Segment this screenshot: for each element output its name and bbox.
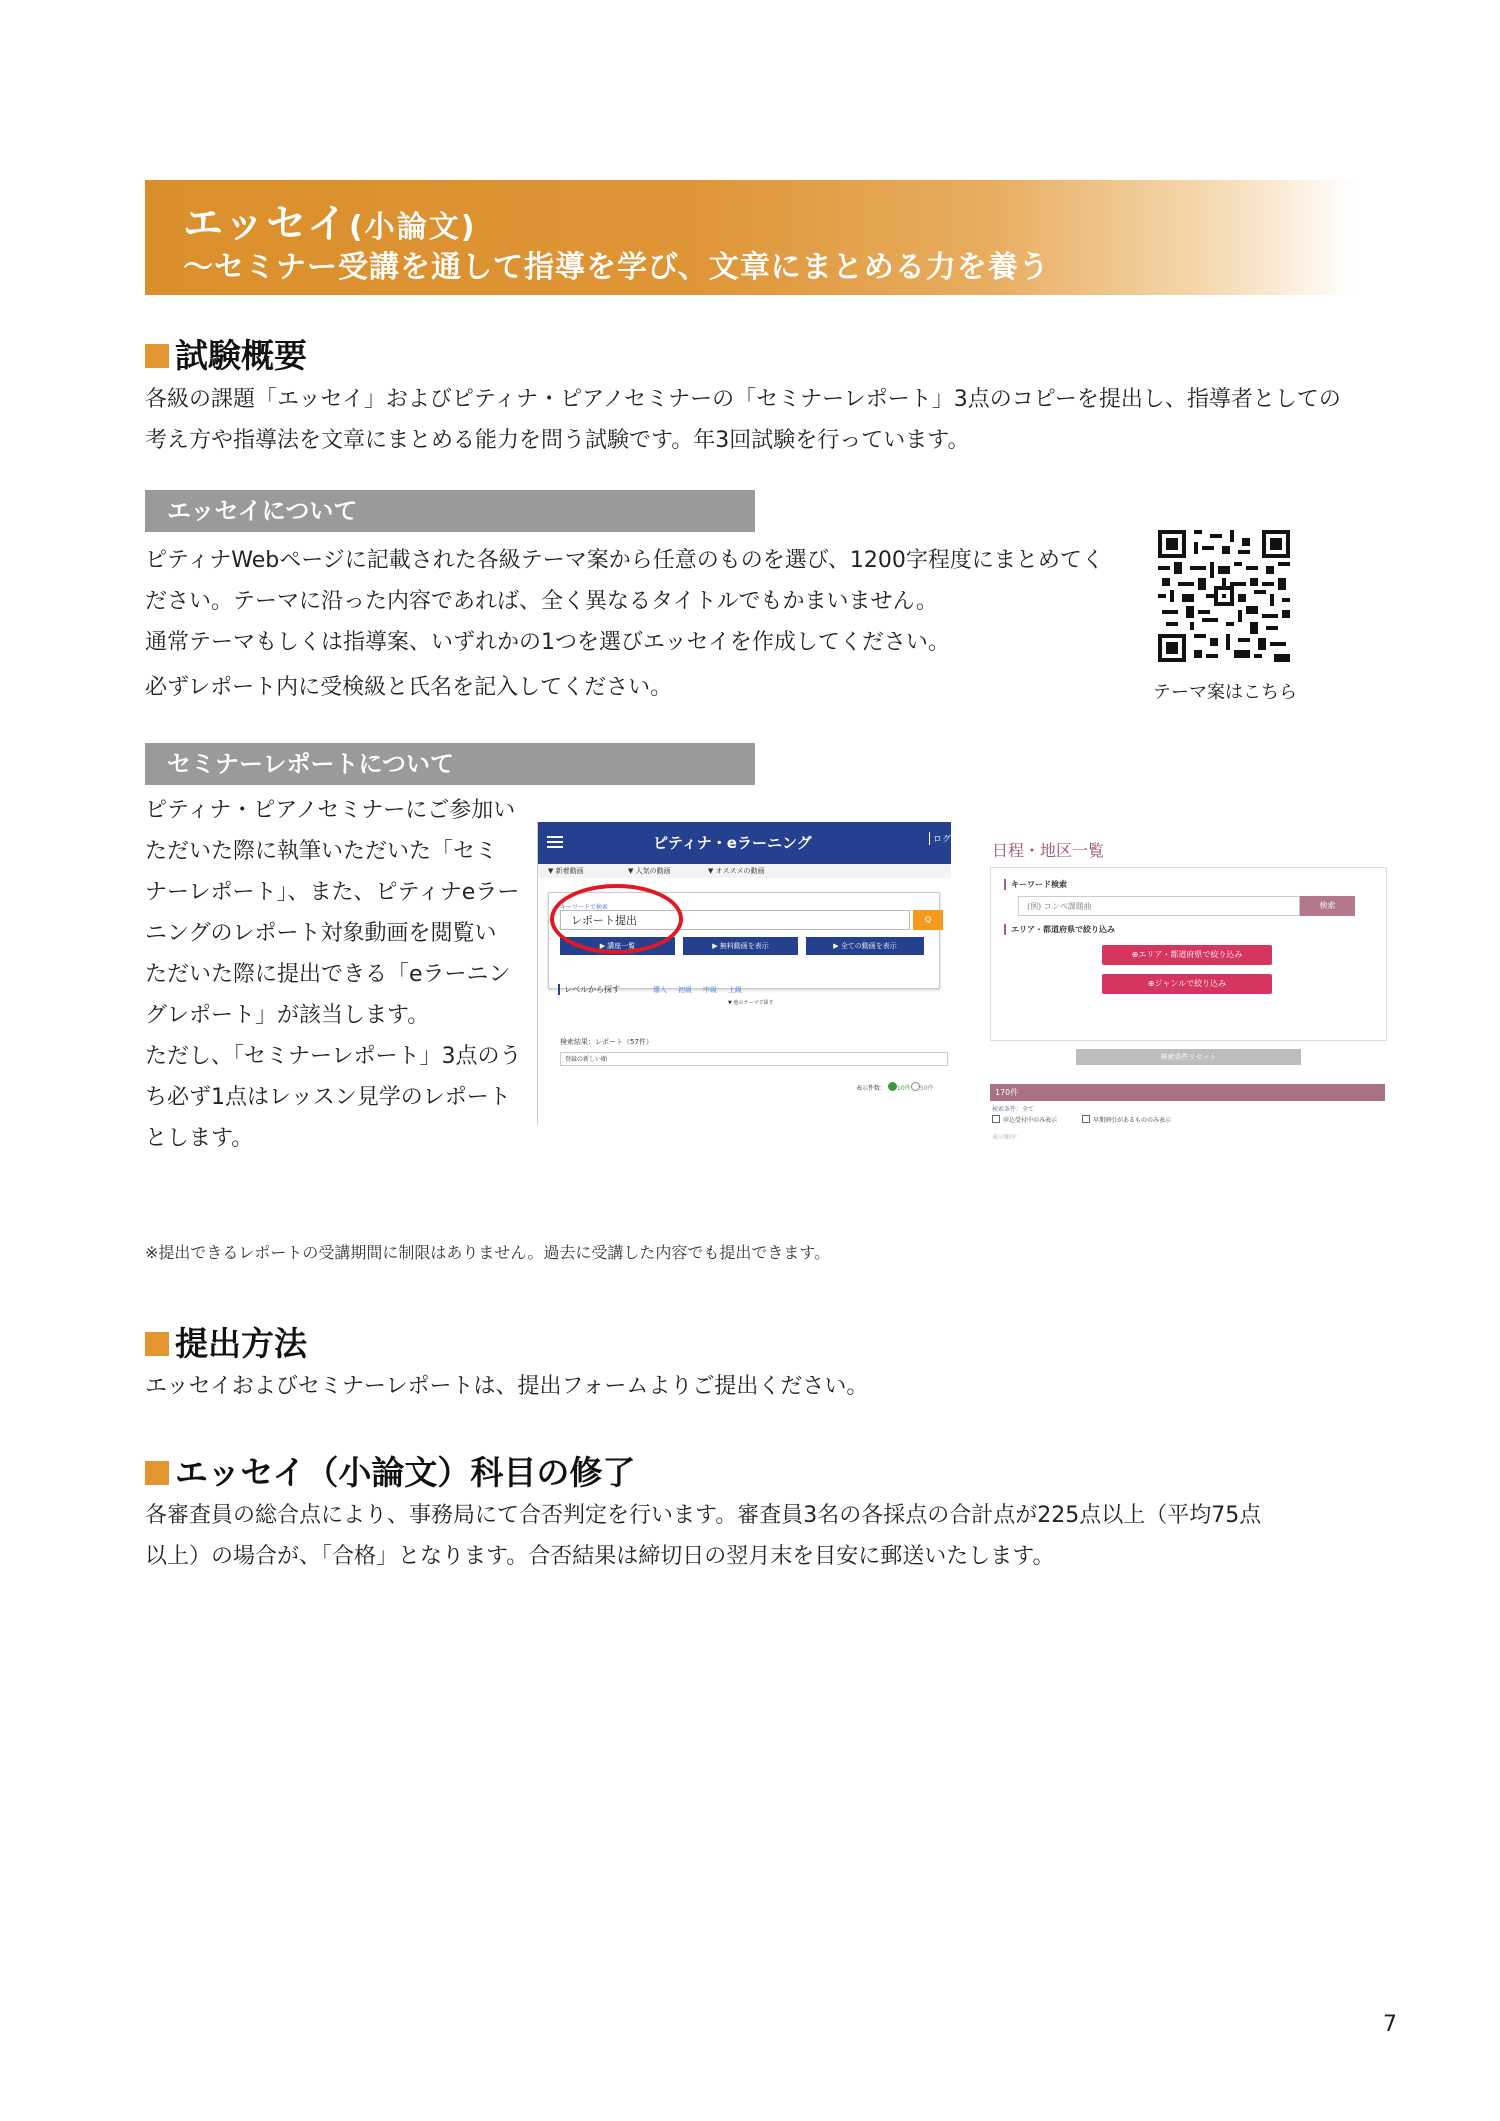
header-banner <box>145 180 1355 295</box>
nav-popular-videos[interactable]: ▼ 人気の動画 <box>628 867 671 875</box>
banner-title-paren: (小論文) <box>349 210 477 245</box>
completion-text: 各審査員の総合点により、事務局にて合否判定を行います。審査員3名の各採点の合計点が225点以上（平均75点 以上）の場合が、「合格」となります。合否結果は締切日の翌月末を目安に郵送いたします。 <box>145 1503 1262 1569</box>
essay-section-bar: エッセイについて <box>145 490 755 532</box>
search-input[interactable]: レポート提出 <box>560 910 910 930</box>
keyword-search-label: キーワード検索 <box>1004 879 1067 890</box>
nav-new-videos[interactable]: ▼ 新着動画 <box>548 867 584 875</box>
square-bullet-icon <box>145 344 169 368</box>
level-intro[interactable]: 導入 <box>653 986 667 994</box>
banner-title: エッセイ(小論文) <box>183 201 477 247</box>
schedule-screenshot <box>990 822 1390 1162</box>
early-discount-checkbox[interactable]: 早期割引があるもののみ表示 <box>1082 1115 1171 1124</box>
submit-text: エッセイおよびセミナーレポートは、提出フォームよりご提出ください。 <box>145 1374 869 1399</box>
footnote: ※提出できるレポートの受講期間に制限はありません。過去に受講した内容でも提出できます。 <box>145 1243 831 1262</box>
area-filter-label: エリア・都道府県で絞り込み <box>1004 924 1115 935</box>
submit-heading: 提出方法 <box>145 1318 307 1365</box>
page-number: 7 <box>1383 2012 1397 2037</box>
radio-10[interactable] <box>888 1082 897 1091</box>
course-list-button[interactable]: ▶ 講座一覧 <box>560 937 675 955</box>
result-count-bar: 170件 <box>990 1084 1385 1101</box>
seminar-section-text: ピティナ・ピアノセミナーにご参加い ただいた際に執筆いただいた「セミ ナーレポート」、また、ピティナeラー ニングのレポート対象動画を閲覧い ただいた際に提出できる「eラーニン グレポート」が該当します。 ただし、「セミナーレポート」3点のう ち必ず1点はレッスン見学のレポート とします。 <box>145 798 522 1151</box>
keyword-search-label: キーワードで検索 <box>560 904 609 911</box>
more-themes-link[interactable]: ▼ 他のテーマで探す <box>728 1000 774 1006</box>
checkbox-icon <box>1082 1115 1090 1123</box>
schedule-title: 日程・地区一覧 <box>992 841 1105 860</box>
search-result-count: 検索結果：レポート（57件） <box>560 1038 653 1046</box>
elearning-logo: ピティナ・eラーニング <box>653 834 812 852</box>
seminar-section-bar: セミナーレポートについて <box>145 743 755 785</box>
hamburger-menu-icon[interactable] <box>547 836 563 848</box>
level-advanced[interactable]: 上級 <box>728 986 742 994</box>
keyword-search-button[interactable]: 検索 <box>1300 896 1355 916</box>
highlight-circle <box>550 884 683 954</box>
qr-caption: テーマ案はこちら <box>1153 682 1297 703</box>
login-link[interactable]: ログイン <box>929 832 951 845</box>
nav-recommended-videos[interactable]: ▼ オススメの動画 <box>708 867 765 875</box>
elearning-nav <box>538 864 951 878</box>
level-search-label: レベルから探す <box>558 984 620 995</box>
option-10: 10件 <box>897 1085 911 1092</box>
qr-code[interactable] <box>1158 530 1290 662</box>
radio-50[interactable] <box>911 1082 920 1091</box>
level-intermediate[interactable]: 中級 <box>703 986 717 994</box>
genre-filter-button[interactable]: ⊕ジャンルで絞り込み <box>1102 974 1272 994</box>
square-bullet-icon <box>145 1332 169 1356</box>
display-order-label: 表示順序： <box>992 1134 1023 1141</box>
free-videos-button[interactable]: ▶ 無料動画を表示 <box>683 937 798 955</box>
square-bullet-icon <box>145 1461 169 1485</box>
elearning-screenshot <box>537 822 969 1125</box>
completion-heading: エッセイ（小論文）科目の修了 <box>145 1447 635 1494</box>
banner-subtitle: 〜セミナー受講を通して指導を学び、文章にまとめる力を養う <box>183 250 1050 285</box>
overview-text: 各級の課題「エッセイ」およびピティナ・ピアノセミナーの「セミナーレポート」3点のコピーを提出し、指導者としての 考え方や指導法を文章にまとめる能力を問う試験です。年3回試験を行っています。 <box>145 387 1341 453</box>
checkbox-icon <box>992 1115 1000 1123</box>
all-videos-button[interactable]: ▶ 全ての動画を表示 <box>806 937 924 955</box>
search-condition: 検索条件：全て <box>992 1106 1035 1113</box>
display-count-label: 表示件数： <box>856 1085 887 1092</box>
reset-filters-button[interactable]: 検索条件リセット <box>1076 1049 1301 1065</box>
overview-heading: 試験概要 <box>145 330 307 377</box>
essay-section-text: ピティナWebページに記載された各級テーマ案から任意のものを選び、1200字程度にまとめてく ださい。テーマに沿った内容であれば、全く異なるタイトルでもかまいません。 通常テーマもしくは指導案、いずれかの1つを選びエッセイを作成してください。 必ずレポート内に受検級と氏名を記入してください。 <box>145 548 1104 700</box>
keyword-input[interactable]: (例) コンペ課題曲 <box>1018 896 1300 916</box>
sort-select[interactable]: 登録の新しい順 <box>560 1052 948 1066</box>
search-button[interactable]: Q <box>913 910 943 930</box>
level-beginner[interactable]: 初級 <box>678 986 692 994</box>
accepting-only-checkbox[interactable]: 申込受付中のみ表示 <box>992 1115 1057 1124</box>
option-50: 50件 <box>920 1085 934 1092</box>
area-filter-button[interactable]: ⊕エリア・都道府県で絞り込み <box>1102 945 1272 965</box>
